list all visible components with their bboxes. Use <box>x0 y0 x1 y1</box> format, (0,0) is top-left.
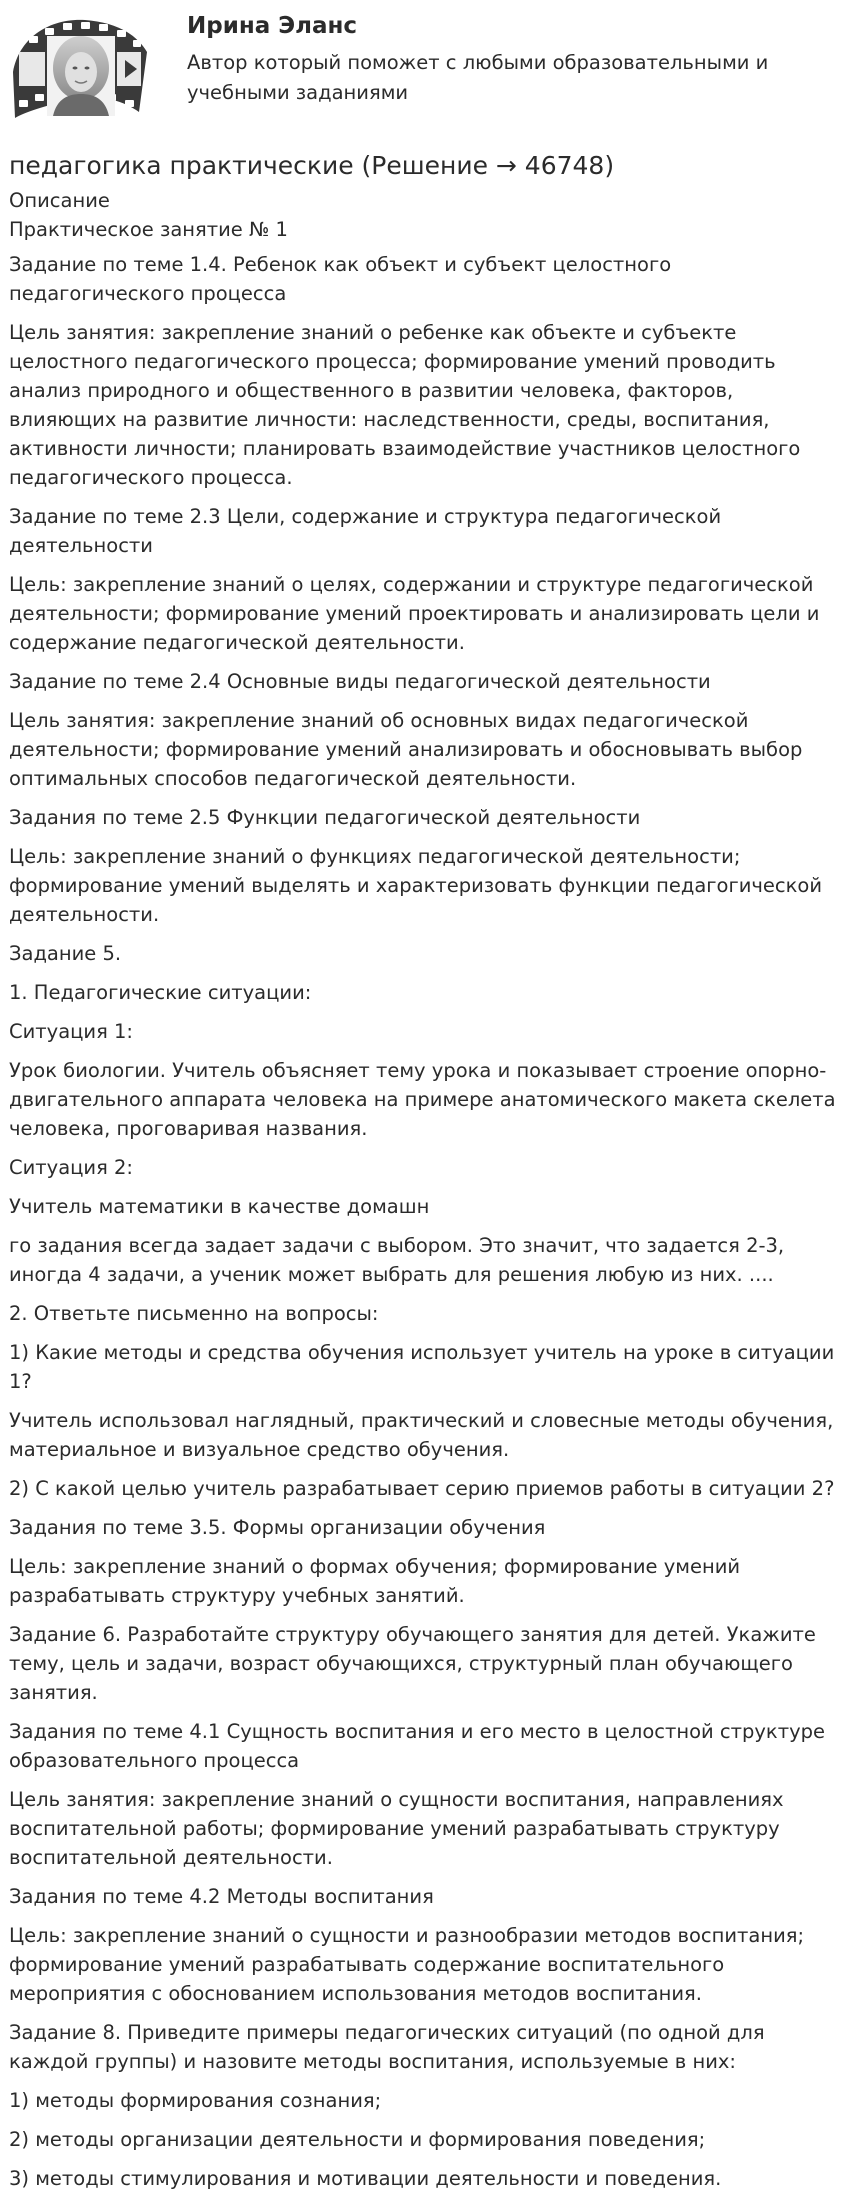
document-title: педагогика практические (Решение → 46748) <box>9 151 615 180</box>
paragraph: го задания всегда задает задачи с выбором. Это значит, что задается 2-3, иногда 4 задачи, а ученик может выбрать для решения любую из них. .... <box>9 1234 785 1286</box>
paragraph: 2. Ответьте письменно на вопросы: <box>9 1302 379 1325</box>
filmstrip-avatar-icon <box>9 8 153 126</box>
paragraph: Задания по теме 4.1 Сущность воспитания и его место в целостной структуре образовательного процесса <box>9 1720 825 1772</box>
paragraph: 2) С какой целью учитель разрабатывает серию приемов работы в ситуации 2? <box>9 1477 835 1500</box>
paragraph: Цель: закрепление знаний о формах обучения; формирование умений разрабатывать структуру учебных занятий. <box>9 1555 741 1607</box>
paragraph: 1) Какие методы и средства обучения использует учитель на уроке в ситуации 1? <box>9 1341 835 1393</box>
author-name: Ирина Эланс <box>187 13 358 39</box>
document-body <box>9 250 844 2193</box>
paragraph: Ситуация 1: <box>9 1020 133 1043</box>
paragraph: 2) методы организации деятельности и формирования поведения; <box>9 2128 706 2151</box>
paragraph: Задания по теме 4.2 Методы воспитания <box>9 1885 434 1908</box>
paragraph: Цель: закрепление знаний о функциях педагогической деятельности; формирование умений выделять и характеризовать функции педагогической деятельности. <box>9 845 823 926</box>
paragraph: Учитель математики в качестве домашн <box>9 1195 430 1218</box>
paragraph: Задание 5. <box>9 942 122 965</box>
paragraph: Урок биологии. Учитель объясняет тему урока и показывает строение опорно-двигательного аппарата человека на примере анатомического макета скелета человека, проговаривая названия. <box>9 1059 836 1140</box>
paragraph: Задание 8. Приведите примеры педагогических ситуаций (по одной для каждой группы) и назовите методы воспитания, используемые в них: <box>9 2021 765 2073</box>
paragraph: Задание по теме 2.3 Цели, содержание и структура педагогической деятельности <box>9 505 722 557</box>
paragraph: Цель занятия: закрепление знаний об основных видах педагогической деятельности; формирование умений анализировать и обосновывать выбор оптимальных способов педагогической деятельности. <box>9 709 803 790</box>
paragraph: 1) методы формирования сознания; <box>9 2089 382 2112</box>
author-description: Автор который поможет с любыми образовательными и учебными заданиями <box>187 51 769 104</box>
paragraph: Задания по теме 2.5 Функции педагогической деятельности <box>9 806 641 829</box>
paragraph: Задание по теме 2.4 Основные виды педагогической деятельности <box>9 670 711 693</box>
paragraph: Цель занятия: закрепление знаний о ребенке как объекте и субъекте целостного педагогического процесса; формирование умений проводить анализ природного и общественного в развитии человека, факторов, влияющих на развитие личности: наследственности, среды, воспитания, активности личности; планировать взаимодействие участников целостного педагогического процесса. <box>9 321 801 489</box>
paragraph: Цель занятия: закрепление знаний о сущности воспитания, направлениях воспитательной работы; формирование умений разрабатывать структуру воспитательной деятельности. <box>9 1788 784 1869</box>
author-card <box>9 0 847 140</box>
paragraph: Учитель использовал наглядный, практический и словесные методы обучения, материальное и визуальное средство обучения. <box>9 1409 834 1461</box>
section-label: Описание <box>9 189 110 212</box>
paragraph: 1. Педагогические ситуации: <box>9 981 312 1004</box>
paragraph: Цель: закрепление знаний о сущности и разнообразии методов воспитания; формирование умений разрабатывать содержание воспитательного мероприятия с обоснованием использования методов воспитания. <box>9 1924 805 2005</box>
paragraph: Задания по теме 3.5. Формы организации обучения <box>9 1516 546 1539</box>
paragraph: Задание 6. Разработайте структуру обучающего занятия для детей. Укажите тему, цель и задачи, возраст обучающихся, структурный план обучающего занятия. <box>9 1623 816 1704</box>
paragraph: Задание по теме 1.4. Ребенок как объект и субъект целостного педагогического процесса <box>9 253 672 305</box>
document-subtitle: Практическое занятие № 1 <box>9 218 288 241</box>
paragraph: Ситуация 2: <box>9 1156 133 1179</box>
paragraph: Цель: закрепление знаний о целях, содержании и структуре педагогической деятельности; формирование умений проектировать и анализировать цели и содержание педагогической деятельности. <box>9 573 820 654</box>
paragraph: 3) методы стимулирования и мотивации деятельности и поведения. <box>9 2167 722 2190</box>
